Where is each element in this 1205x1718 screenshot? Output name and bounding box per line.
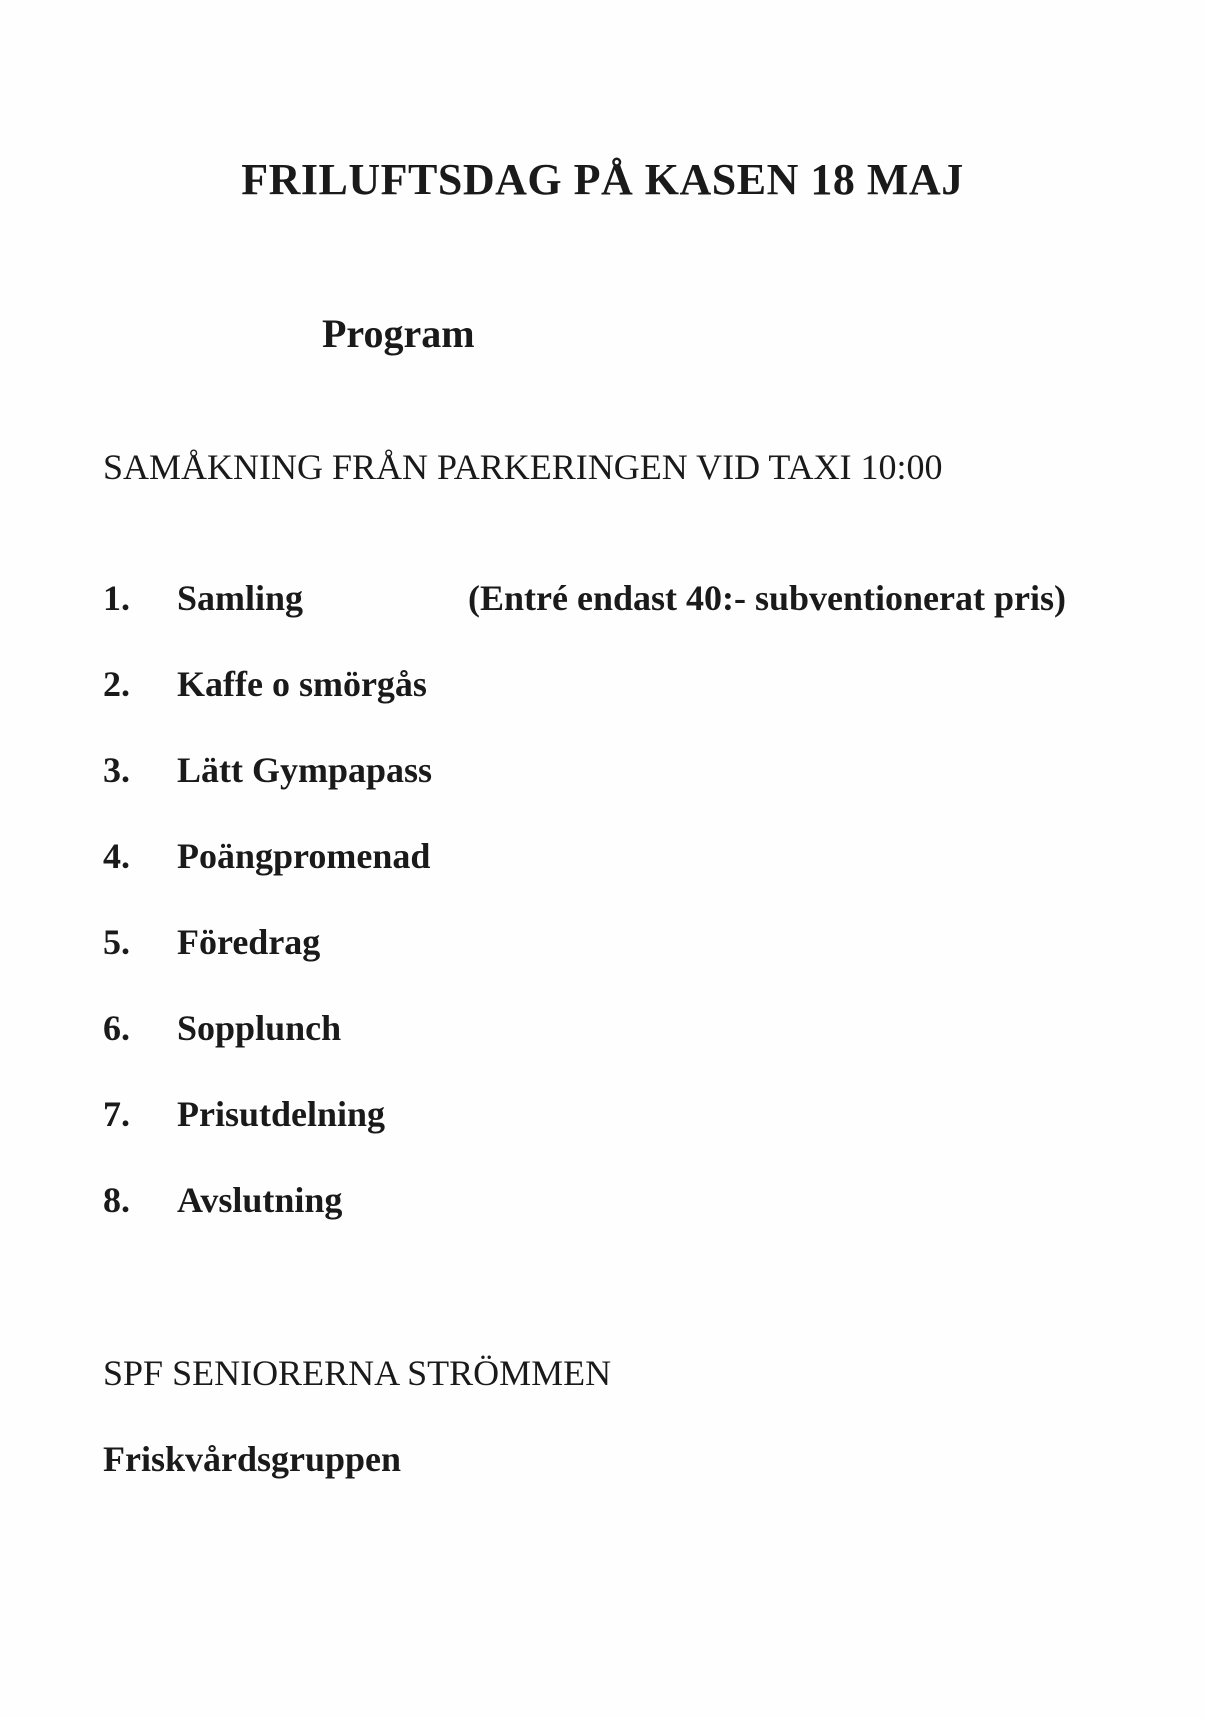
item-number: 6. [103, 1008, 130, 1048]
item-label: Avslutning [177, 1180, 343, 1220]
item-label: Prisutdelning [177, 1094, 386, 1134]
organization-name: SPF SENIORERNA STRÖMMEN [103, 1353, 612, 1393]
item-label: Sopplunch [177, 1008, 342, 1048]
item-label: Lätt Gympapass [177, 750, 433, 790]
carpool-notice: SAMÅKNING FRÅN PARKERINGEN VID TAXI 10:00 [103, 447, 943, 487]
item-number: 2. [103, 664, 130, 704]
item-number: 7. [103, 1094, 130, 1134]
item-label: Samling [177, 578, 304, 618]
item-note: (Entré endast 40:- subventionerat pris) [468, 578, 1066, 618]
item-number: 5. [103, 922, 130, 962]
item-label: Kaffe o smörgås [177, 664, 427, 704]
item-number: 8. [103, 1180, 130, 1220]
document-title: FRILUFTSDAG PÅ KASEN 18 MAJ [241, 155, 964, 204]
item-number: 4. [103, 836, 130, 876]
item-number: 3. [103, 750, 130, 790]
item-number: 1. [103, 578, 130, 618]
item-label: Poängpromenad [177, 836, 431, 876]
item-label: Föredrag [177, 922, 321, 962]
document-subtitle: Program [322, 311, 475, 356]
group-name: Friskvårdsgruppen [103, 1439, 402, 1479]
